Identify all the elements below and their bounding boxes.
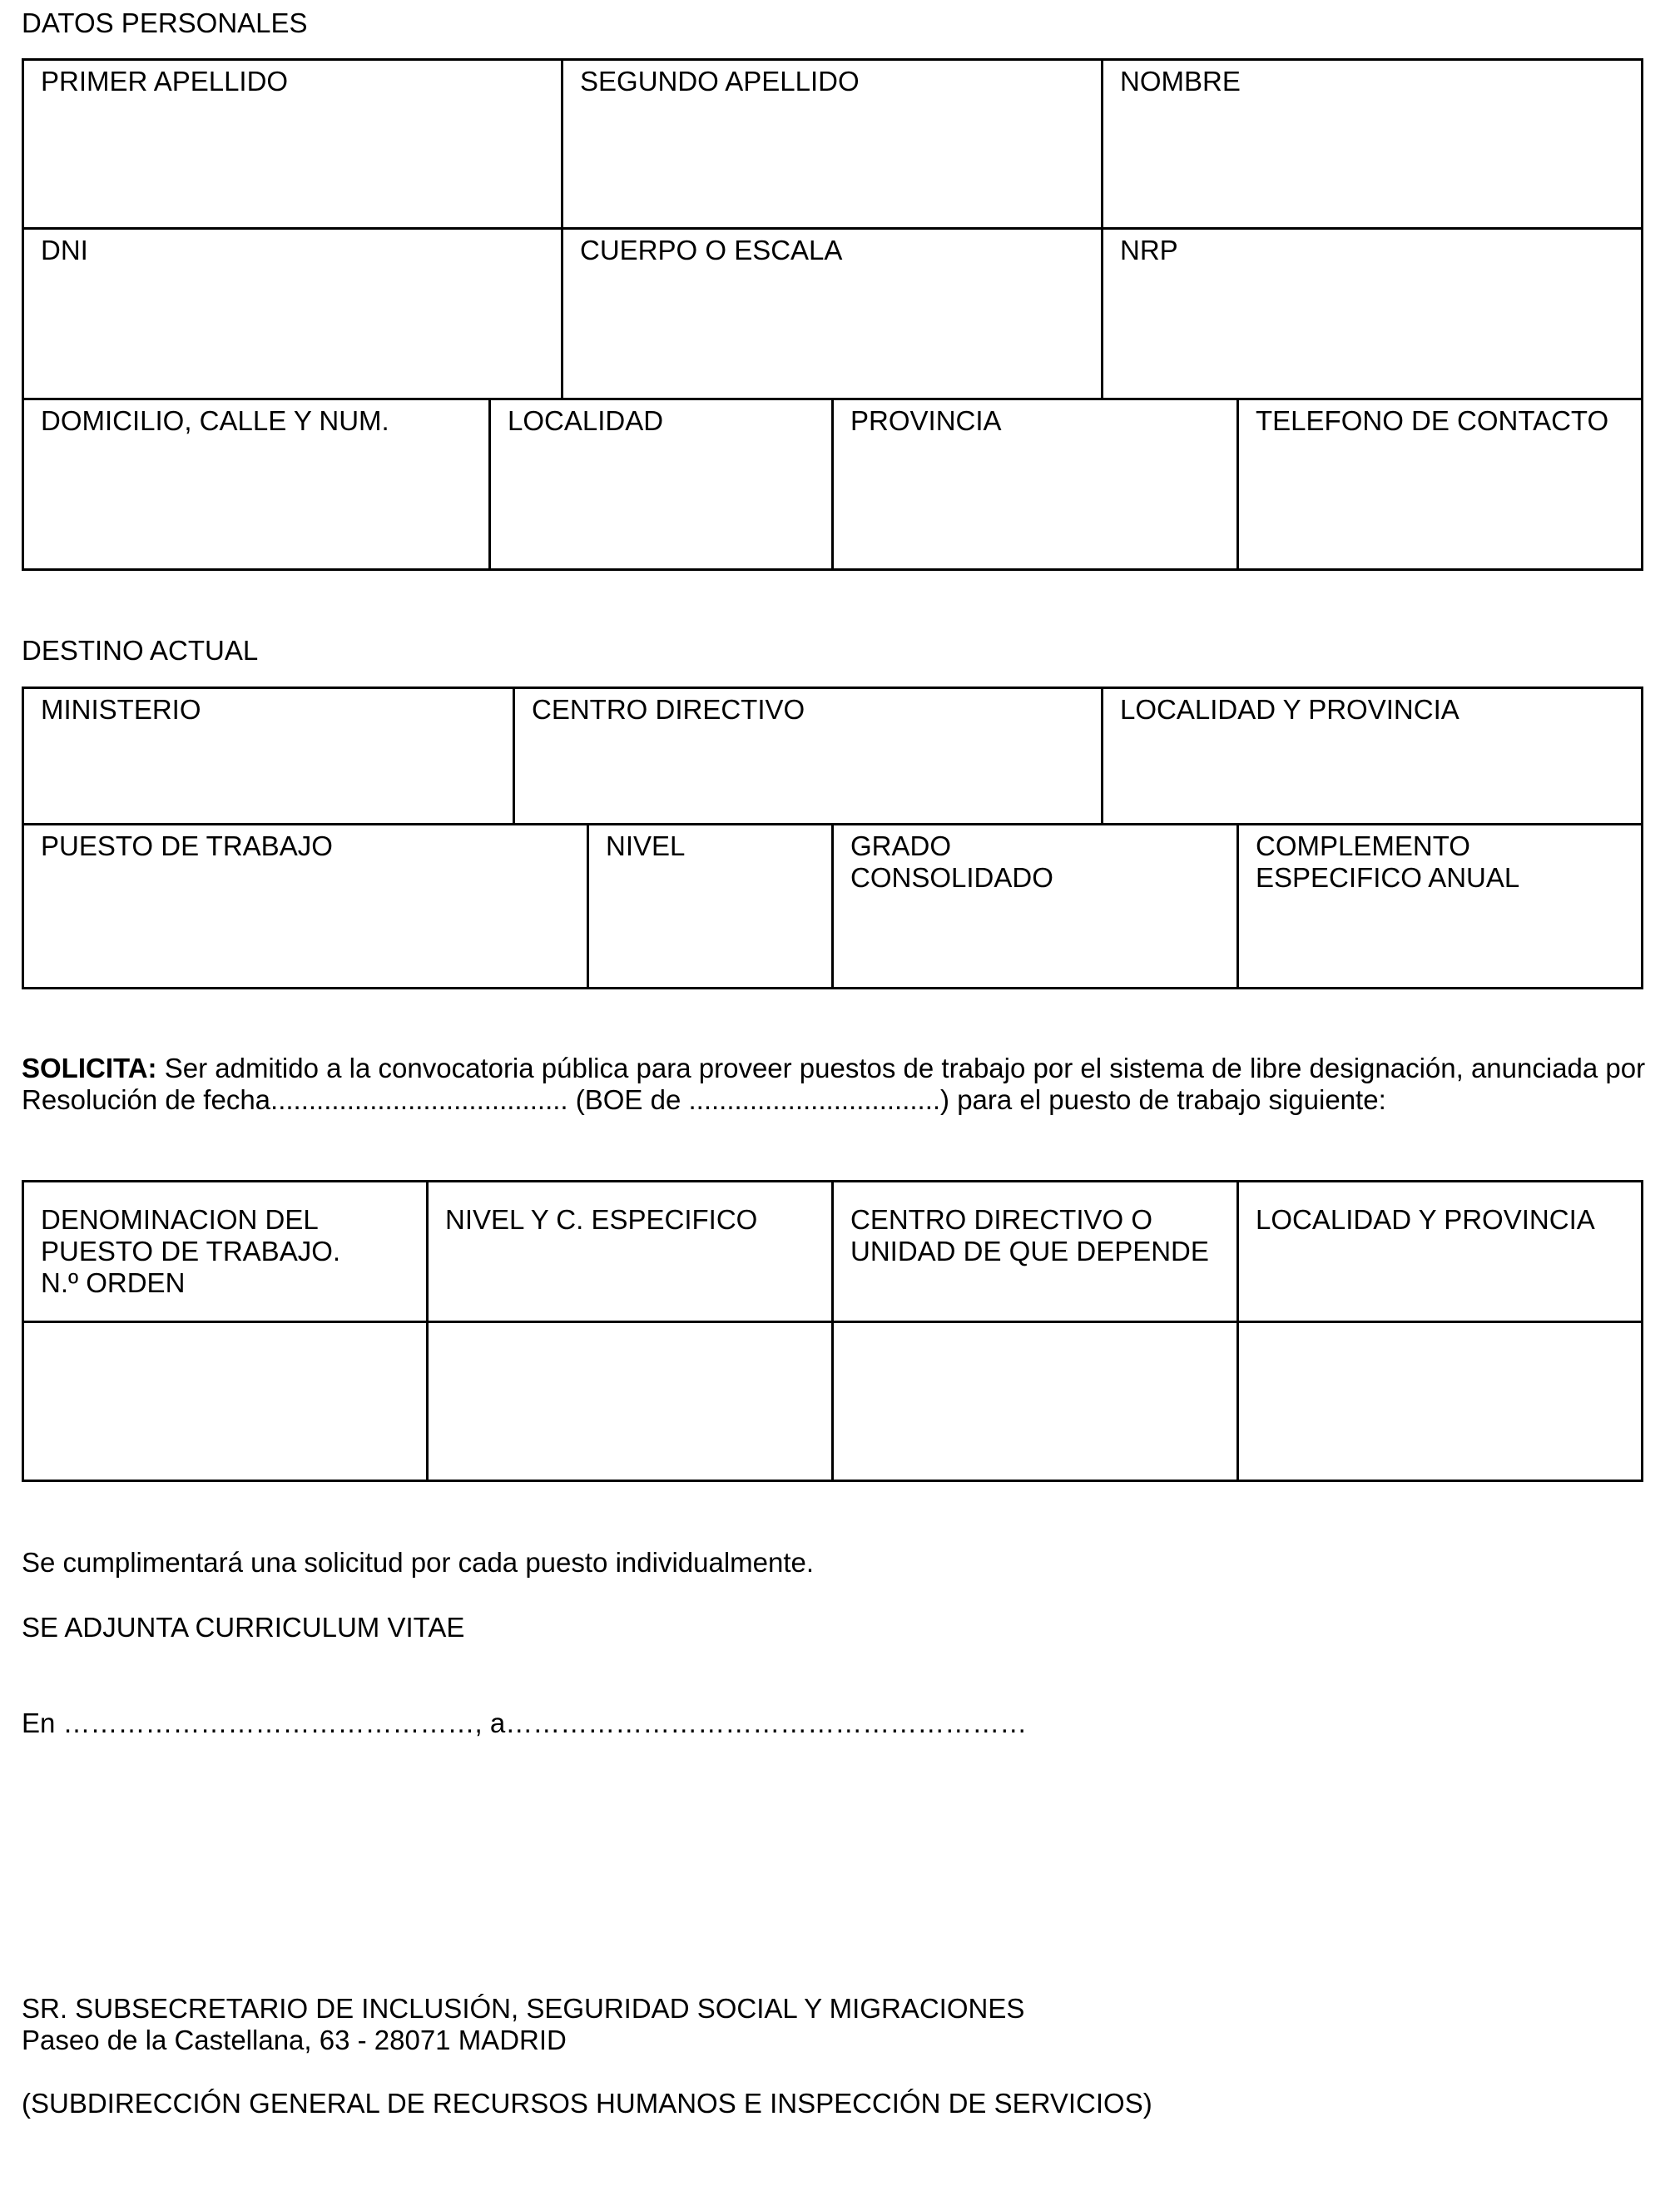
puesto-solicitado-table (22, 1180, 1643, 1482)
table-row (24, 227, 1641, 398)
nombre-field[interactable] (1103, 61, 1641, 227)
puesto-trabajo-field[interactable] (24, 825, 589, 989)
primer-apellido-field[interactable] (24, 61, 563, 227)
column-header: LOCALIDAD Y PROVINCIA (1256, 1204, 1595, 1235)
dni-field[interactable] (24, 230, 563, 398)
field-label: PRIMER APELLIDO (41, 66, 289, 97)
solicita-paragraph (22, 1053, 1678, 1116)
field-label: SEGUNDO APELLIDO (580, 66, 860, 97)
domicilio-field[interactable] (24, 400, 491, 571)
column-header: CENTRO DIRECTIVO O UNIDAD DE QUE DEPENDE (834, 1182, 1239, 1321)
addressee-address: Paseo de la Castellana, 63 - 28071 MADRID (22, 2025, 567, 2055)
field-label: COMPLEMENTO ESPECIFICO ANUAL (1256, 830, 1520, 893)
centro-directivo-field[interactable] (515, 689, 1103, 823)
nivel-especifico-input-cell[interactable] (429, 1323, 834, 1482)
destino-actual-table (22, 687, 1643, 989)
column-header: DENOMINACION DEL PUESTO DE TRABAJO. N.º ORDEN (24, 1182, 429, 1321)
provincia-field[interactable] (834, 400, 1239, 571)
localidad-field[interactable] (491, 400, 834, 571)
complemento-especifico-field[interactable] (1239, 825, 1641, 989)
field-label: CUERPO O ESCALA (580, 235, 843, 265)
addressee-title: SR. SUBSECRETARIO DE INCLUSIÓN, SEGURIDAD SOCIAL Y MIGRACIONES (22, 1993, 1025, 2024)
field-label: PROVINCIA (850, 405, 1002, 436)
note-curriculum: SE ADJUNTA CURRICULUM VITAE (22, 1612, 465, 1643)
datos-personales-table (22, 58, 1643, 571)
table-row (24, 1321, 1641, 1482)
field-label: NIVEL (606, 830, 686, 861)
localidad-provincia-input-cell[interactable] (1239, 1323, 1641, 1482)
field-label: TELEFONO DE CONTACTO (1256, 405, 1609, 436)
table-row (24, 823, 1641, 989)
table-row (24, 61, 1641, 227)
addressee-department: (SUBDIRECCIÓN GENERAL DE RECURSOS HUMANOS E INSPECCIÓN DE SERVICIOS) (22, 2088, 1152, 2119)
solicita-text-line1: Ser admitido a la convocatoria pública para proveer puestos de trabajo por el sistema de libre designación, anunciada por (156, 1053, 1646, 1083)
localidad-provincia-field[interactable] (1103, 689, 1641, 823)
solicita-label: SOLICITA: (22, 1053, 157, 1083)
solicita-text-line2: Resolución de fecha....................................... (BOE de .................................) para el puesto de trabajo siguiente: (22, 1084, 1386, 1115)
table-header-row (24, 1182, 1641, 1321)
ministerio-field[interactable] (24, 689, 515, 823)
field-label: CENTRO DIRECTIVO (532, 694, 805, 725)
field-label: LOCALIDAD Y PROVINCIA (1120, 694, 1459, 725)
nrp-field[interactable] (1103, 230, 1641, 398)
centro-directivo-input-cell[interactable] (834, 1323, 1239, 1482)
telefono-field[interactable] (1239, 400, 1641, 571)
field-label: DOMICILIO, CALLE Y NUM. (41, 405, 389, 436)
denominacion-input-cell[interactable] (24, 1323, 429, 1482)
cuerpo-escala-field[interactable] (563, 230, 1103, 398)
grado-consolidado-field[interactable] (834, 825, 1239, 989)
segundo-apellido-field[interactable] (563, 61, 1103, 227)
field-label: MINISTERIO (41, 694, 201, 725)
note-individual: Se cumplimentará una solicitud por cada puesto individualmente. (22, 1547, 815, 1578)
table-row (24, 689, 1641, 823)
field-label: NRP (1120, 235, 1178, 265)
nivel-field[interactable] (589, 825, 834, 989)
place-date-line[interactable]: En ………………………………………, a………………………………………………… (22, 1708, 1028, 1738)
field-label: NOMBRE (1120, 66, 1241, 97)
field-label: GRADO CONSOLIDADO (850, 830, 1053, 893)
column-header: NIVEL Y C. ESPECIFICO (429, 1182, 834, 1321)
table-row (24, 398, 1641, 571)
field-label: PUESTO DE TRABAJO (41, 830, 333, 861)
section-heading-destino-actual: DESTINO ACTUAL (22, 635, 259, 666)
section-heading-datos-personales: DATOS PERSONALES (22, 7, 308, 38)
field-label: LOCALIDAD (508, 405, 664, 436)
field-label: DNI (41, 235, 88, 265)
